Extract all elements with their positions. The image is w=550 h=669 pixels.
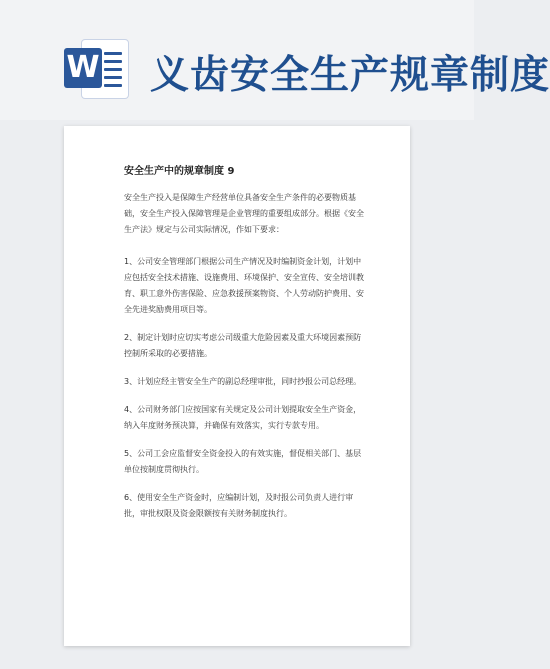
document-page <box>64 126 410 646</box>
rule-item-2: 2、制定计划时应切实考虑公司级重大危险因素及重大环境因素预防控制所采取的必要措施。 <box>124 333 362 358</box>
rule-item-1: 1、公司安全管理部门根据公司生产情况及时编制资金计划，计划中应包括安全技术措施、设施费用、环境保护、安全宣传、安全培训教育、职工意外伤害保险、应急救援预案物资、个人劳动防护费用、安全先进奖励费用项目等。 <box>124 257 364 314</box>
rule-item-6: 6、使用安全生产资金时，应编制计划，及时报公司负责人进行审批，审批权限及资金限额按有关财务制度执行。 <box>124 493 354 518</box>
rule-item-4: 4、公司财务部门应按国家有关规定及公司计划提取安全生产资金，纳入年度财务预决算，并确保有效落实，实行专款专用。 <box>124 405 362 430</box>
rule-item-3: 3、计划应经主管安全生产的副总经理审批，同时抄报公司总经理。 <box>124 377 362 386</box>
word-badge: W <box>64 48 102 88</box>
header-banner <box>0 0 550 120</box>
banner-title: 义齿安全生产规章制度 <box>150 52 550 98</box>
document-body <box>124 190 364 534</box>
document-title: 安全生产中的规章制度 9 <box>124 166 235 177</box>
intro-paragraph: 安全生产投入是保障生产经营单位具备安全生产条件的必要物质基础，安全生产投入保障管理是企业管理的重要组成部分。根据《安全生产法》规定与公司实际情况，作如下要求： <box>124 193 364 234</box>
rule-item-5: 5、公司工会应监督安全资金投入的有效实施，督促相关部门、基层单位按制度贯彻执行。 <box>124 449 362 474</box>
word-icon <box>64 38 130 100</box>
